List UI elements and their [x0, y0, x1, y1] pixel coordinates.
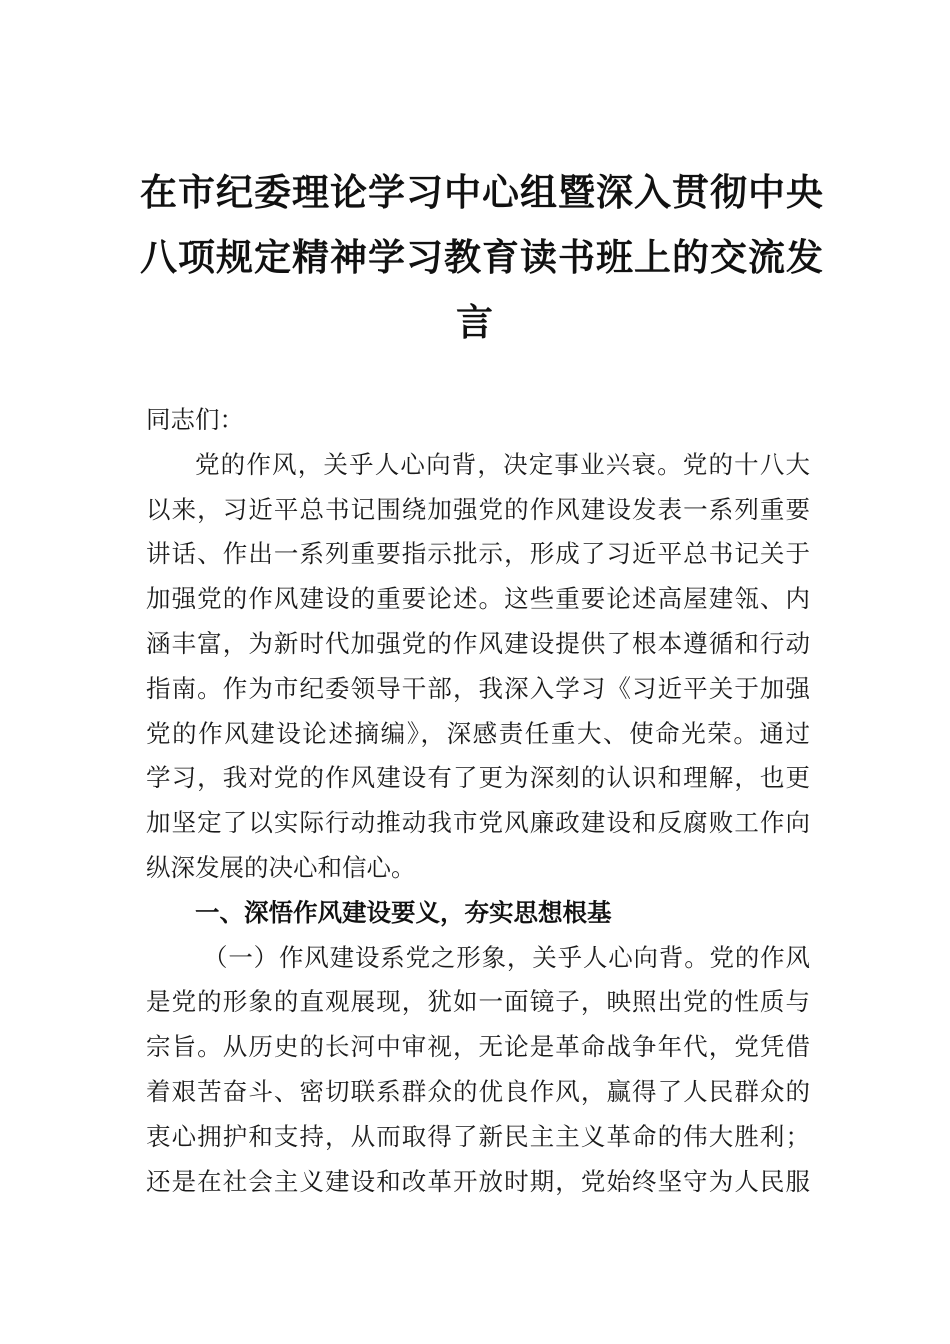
section-heading: 一、深悟作风建设要义，夯实思想根基 [195, 897, 612, 927]
paragraph-line: 纵深发展的决心和信心。 [146, 852, 416, 882]
paragraph-line: 衷心拥护和支持，从而取得了新民主主义革命的伟大胜利； [146, 1121, 810, 1151]
paragraph-line: 学习，我对党的作风建设有了更为深刻的认识和理解，也更 [146, 763, 810, 793]
paragraph-line: 着艰苦奋斗、密切联系群众的优良作风，赢得了人民群众的 [146, 1076, 810, 1106]
paragraph-line: 加强党的作风建设的重要论述。这些重要论述高屋建瓴、内 [146, 584, 810, 614]
paragraph-line: 指南。作为市纪委领导干部，我深入学习《习近平关于加强 [146, 673, 810, 703]
paragraph-line: 宗旨。从历史的长河中审视，无论是革命战争年代，党凭借 [146, 1032, 810, 1062]
title-line-1: 在市纪委理论学习中心组暨深入贯彻中央 [140, 170, 824, 214]
paragraph-line: 加坚定了以实际行动推动我市党风廉政建设和反腐败工作向 [146, 808, 810, 838]
paragraph-line: 是党的形象的直观展现，犹如一面镜子，映照出党的性质与 [146, 987, 810, 1017]
salutation: 同志们： [146, 405, 244, 434]
paragraph-line: 党的作风，关乎人心向背，决定事业兴衰。党的十八大 [195, 449, 810, 479]
paragraph-line: （一）作风建设系党之形象，关乎人心向背。党的作风 [203, 942, 810, 972]
title-line-3: 言 [456, 300, 494, 344]
paragraph-line: 还是在社会主义建设和改革开放时期，党始终坚守为人民服 [146, 1166, 810, 1196]
paragraph-line: 党的作风建设论述摘编》，深感责任重大、使命光荣。通过 [146, 718, 810, 748]
paragraph-line: 以来，习近平总书记围绕加强党的作风建设发表一系列重要 [146, 494, 810, 524]
paragraph-line: 讲话、作出一系列重要指示批示，形成了习近平总书记关于 [146, 539, 810, 569]
document-body [146, 398, 810, 1204]
document-title [140, 160, 824, 355]
title-line-2: 八项规定精神学习教育读书班上的交流发 [140, 235, 824, 279]
paragraph-line: 涵丰富，为新时代加强党的作风建设提供了根本遵循和行动 [146, 628, 810, 658]
